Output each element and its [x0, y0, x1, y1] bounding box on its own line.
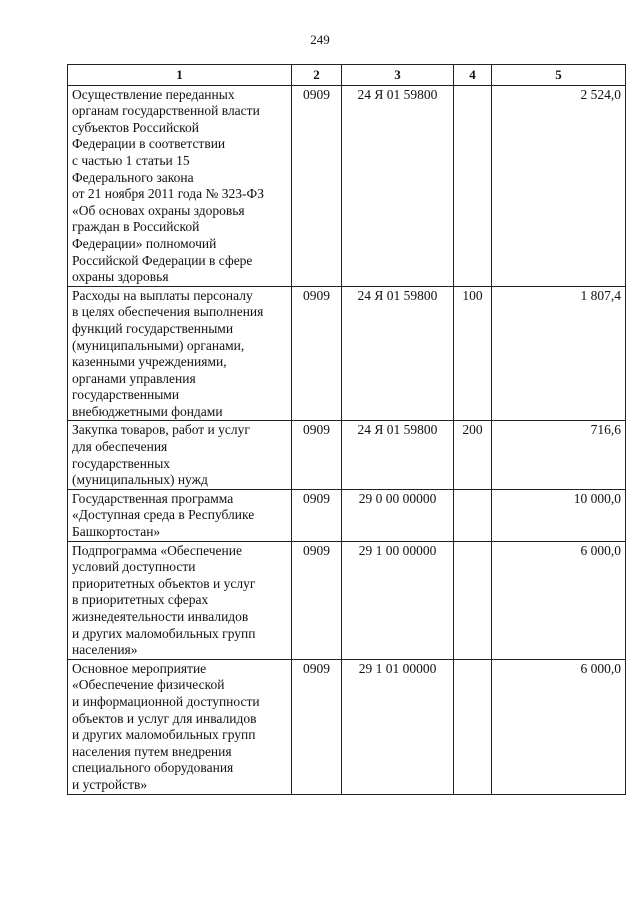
row-section: 0909: [292, 286, 342, 421]
table-row: [68, 421, 626, 489]
row-amount: 2 524,0: [492, 85, 626, 286]
budget-table: [67, 64, 626, 795]
row-target: 24 Я 01 59800: [342, 286, 454, 421]
row-name: Закупка товаров, работ и услуг для обеспечения государственных (муниципальных) нужд: [68, 421, 292, 489]
col-header-amount: 5: [492, 65, 626, 86]
row-section: 0909: [292, 85, 342, 286]
page-number: 249: [310, 32, 330, 47]
row-target: 29 1 00 00000: [342, 541, 454, 659]
table-row: [68, 85, 626, 286]
row-expense-type: [454, 659, 492, 794]
row-section: 0909: [292, 659, 342, 794]
row-expense-type: [454, 541, 492, 659]
row-name: Осуществление переданных органам государственной власти субъектов Российской Федерации в соответствии с частью 1 статьи 15 Федерального закона от 21 ноября 2011 года № 323-ФЗ «Об основах охраны здоровья граждан в Российской Федерации» полномочий Российской Федерации в сфере охраны здоровья: [68, 85, 292, 286]
table-row: [68, 286, 626, 421]
table-row: [68, 659, 626, 794]
row-target: 29 1 01 00000: [342, 659, 454, 794]
row-name: Основное мероприятие «Обеспечение физической и информационной доступности объектов и услуг для инвалидов и других маломобильных групп населения путем внедрения специального оборудования и устройств»: [68, 659, 292, 794]
row-target: 24 Я 01 59800: [342, 421, 454, 489]
row-name: Подпрограмма «Обеспечение условий доступности приоритетных объектов и услуг в приоритетных сферах жизнедеятельности инвалидов и других маломобильных групп населения»: [68, 541, 292, 659]
row-expense-type: [454, 85, 492, 286]
row-amount: 6 000,0: [492, 659, 626, 794]
row-name: Расходы на выплаты персоналу в целях обеспечения выполнения функций государственными (муниципальными) органами, казенными учреждениями, органами управления государственными внебюджетными фондами: [68, 286, 292, 421]
row-target: 24 Я 01 59800: [342, 85, 454, 286]
row-amount: 716,6: [492, 421, 626, 489]
row-target: 29 0 00 00000: [342, 489, 454, 541]
row-section: 0909: [292, 421, 342, 489]
row-amount: 1 807,4: [492, 286, 626, 421]
col-header-name: 1: [68, 65, 292, 86]
row-amount: 10 000,0: [492, 489, 626, 541]
table-row: [68, 489, 626, 541]
col-header-expense-type: 4: [454, 65, 492, 86]
row-expense-type: [454, 489, 492, 541]
row-amount: 6 000,0: [492, 541, 626, 659]
row-section: 0909: [292, 541, 342, 659]
table-row: [68, 541, 626, 659]
row-section: 0909: [292, 489, 342, 541]
row-expense-type: 100: [454, 286, 492, 421]
row-name: Государственная программа «Доступная среда в Республике Башкортостан»: [68, 489, 292, 541]
col-header-target: 3: [342, 65, 454, 86]
row-expense-type: 200: [454, 421, 492, 489]
col-header-section: 2: [292, 65, 342, 86]
header-row: [68, 65, 626, 86]
